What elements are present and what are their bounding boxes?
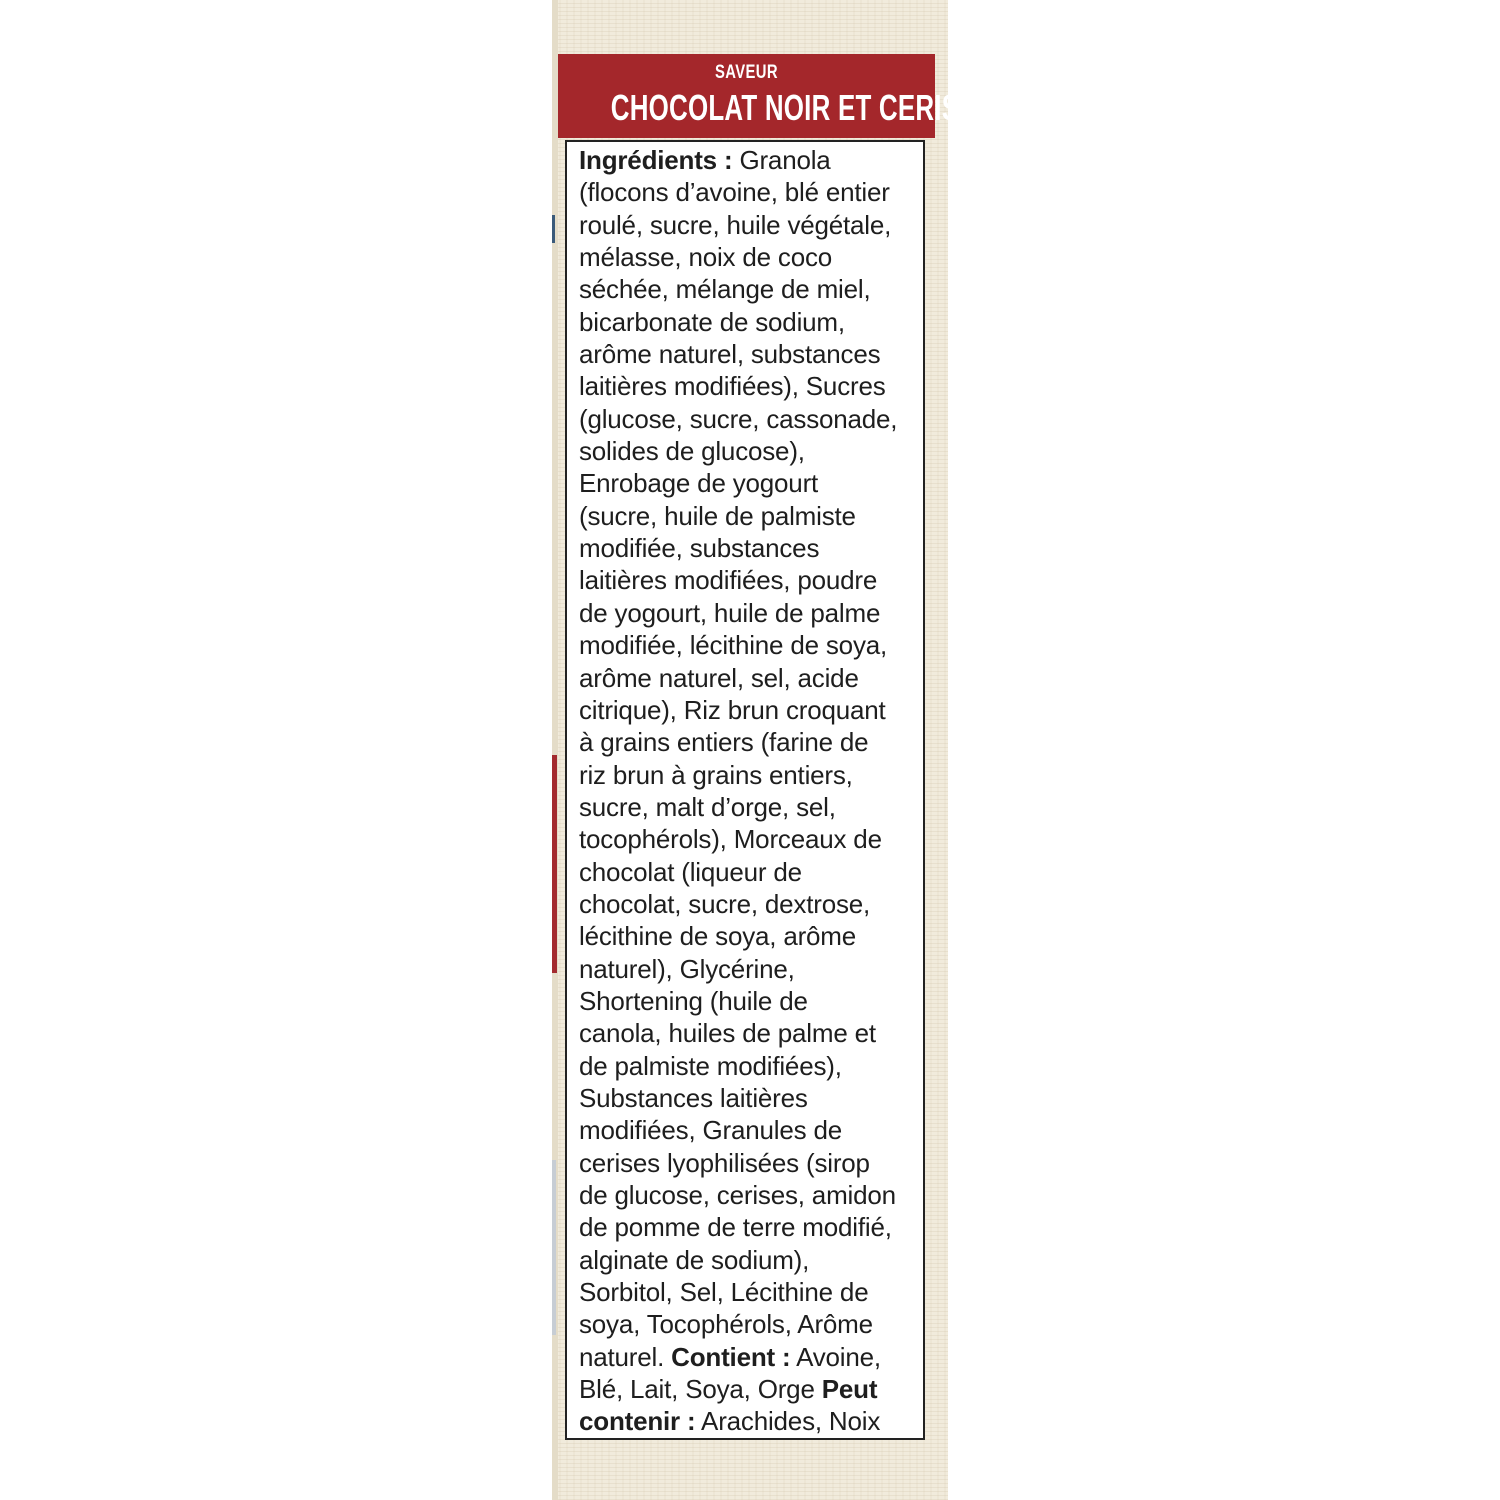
edge-mark-red	[552, 755, 557, 973]
ingredients-list: Granola (flocons d’avoine, blé entier roulé, sucre, huile végétale, mélasse, noix de coco séchée, mélange de miel, bicarbonate de sodium, arôme naturel, substances laitières modifiées), Sucres (glucose, sucre, cassonade, solides de glucose), Enrobage de yogourt (sucre, huile de palmiste modifiée, substances laitières modifiées, poudre de yogourt, huile de palme modifiée, lécithine de soya, arôme naturel, sel, acide citrique), Riz brun croquant à grains entiers (farine de riz brun à grains entiers, sucre, malt d’orge, sel, tocophérols), Morceaux de chocolat (liqueur de chocolat, sucre, dextrose, lécithine de soya, arôme naturel), Glycérine, Shortening (huile de canola, huiles de palme et de palmiste modifiées), Substances laitières modifiées, Granules de cerises lyophilisées (sirop de glucose, cerises, amidon de pomme de terre modifié, alginate de sodium), Sorbitol, Sel, Lécithine de soya, Tocophérols, Arôme naturel.	[579, 145, 898, 1372]
edge-mark-grey	[552, 1160, 556, 1335]
contains-list: Avoine, Blé, Lait, Soya, Orge	[579, 1341, 881, 1405]
ingredients-label: Ingrédients :	[579, 145, 733, 175]
ingredients-box	[565, 140, 925, 1440]
contains-label: Contient :	[671, 1341, 791, 1372]
flavor-title: CHOCOLAT NOIR ET CERISES	[610, 87, 995, 128]
may-contain-label: Peut contenir :	[579, 1374, 878, 1437]
flavor-header	[558, 54, 995, 138]
may-contain-list: Arachides, Noix	[701, 1406, 881, 1437]
edge-mark-blue	[552, 215, 555, 243]
flavor-subtitle: SAVEUR	[714, 62, 779, 83]
ingredients-paragraph	[579, 144, 921, 1438]
